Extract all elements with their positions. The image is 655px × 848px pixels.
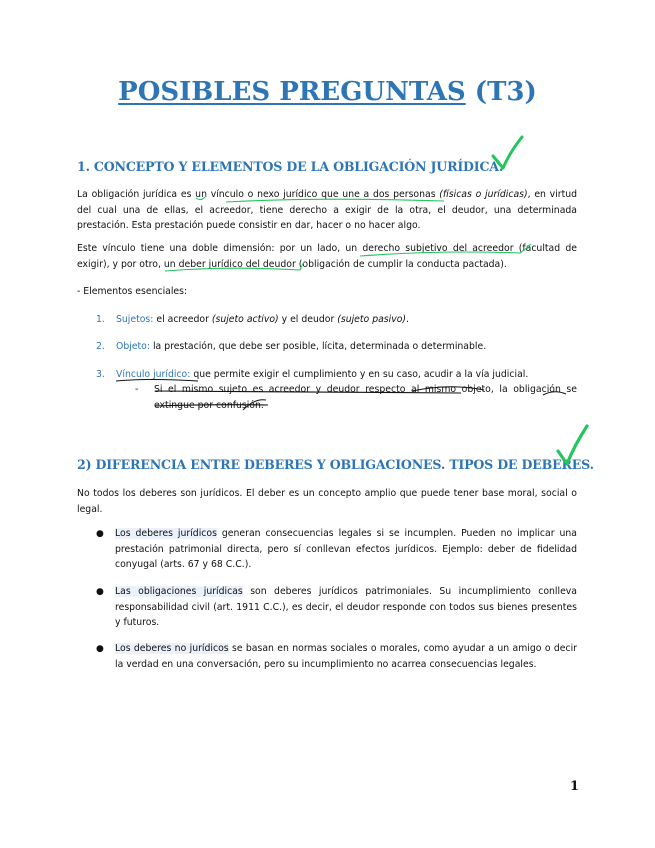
list-item: 2. Objeto: la prestación, que debe ser posible, lícita, determinada o determinable. [96, 341, 487, 352]
section1-paragraph1: La obligación jurídica es un vínculo o nexo jurídico que une a dos personas (físicas o jurídicas), en virtud del cual una de ellas, el acreedor, tiene derecho a exigir de la otra, el deudor, una determinada prestación. Esta prestación puede consistir en dar, hacer o no hacer algo. [77, 189, 578, 231]
section2-intro: No todos los deberes son jurídicos. El deber es un concepto amplio que puede tener base moral, social o legal. [77, 488, 577, 515]
subitem-bullet: - [135, 384, 139, 395]
elements-label: - Elementos esenciales: [77, 286, 188, 297]
bullet-dot: ● [96, 587, 104, 597]
section1-paragraph2: Este vínculo tiene una doble dimensión: por un lado, un derecho subjetivo del acreedor (facultad de exigir), y por otro, un deber jurídico del deudor (obligación de cumplir la conducta pactada). [77, 243, 577, 270]
bullet-dot: ● [96, 529, 104, 539]
list-item: 1. Sujetos: el acreedor (sujeto activo) y el deudor (sujeto pasivo). [96, 314, 409, 325]
title-main: POSIBLES PREGUNTAS [118, 77, 466, 107]
page-number: 1 [570, 779, 580, 794]
section1-heading: 1. CONCEPTO Y ELEMENTOS DE LA OBLIGACIÓN JURÍDICA. [77, 159, 504, 174]
list-item: 3. Vínculo jurídico: que permite exigir el cumplimiento y en su caso, acudir a la vía judicial. [96, 369, 529, 380]
subitem-text: Si el mismo sujeto es acreedor y deudor respecto al mismo objeto, la obligación se extingue por confusión. [154, 384, 577, 411]
bullet-dot: ● [96, 644, 104, 654]
title-suffix: (T3) [474, 77, 537, 107]
list-item: Las obligaciones jurídicas son deberes jurídicos patrimoniales. Su incumplimiento conlleva responsabilidad civil (art. 1911 C.C.), es decir, el deudor responde con todos sus bienes presentes y futuros. [115, 586, 578, 628]
page-title [0, 77, 655, 107]
section2-heading: 2) DIFERENCIA ENTRE DEBERES Y OBLIGACIONES. TIPOS DE DEBERES. [77, 457, 594, 472]
list-item: Los deberes jurídicos generan consecuencias legales si se incumplen. Pueden no implicar una prestación patrimonial directa, pero sí conllevan efectos jurídicos. Ejemplo: deber de fidelidad conyugal (arts. 67 y 68 C.C.). [115, 528, 578, 570]
list-item: Los deberes no jurídicos se basan en normas sociales o morales, como ayudar a un amigo o decir la verdad en una conversación, pero su incumplimiento no acarrea consecuencias legales. [115, 643, 577, 670]
